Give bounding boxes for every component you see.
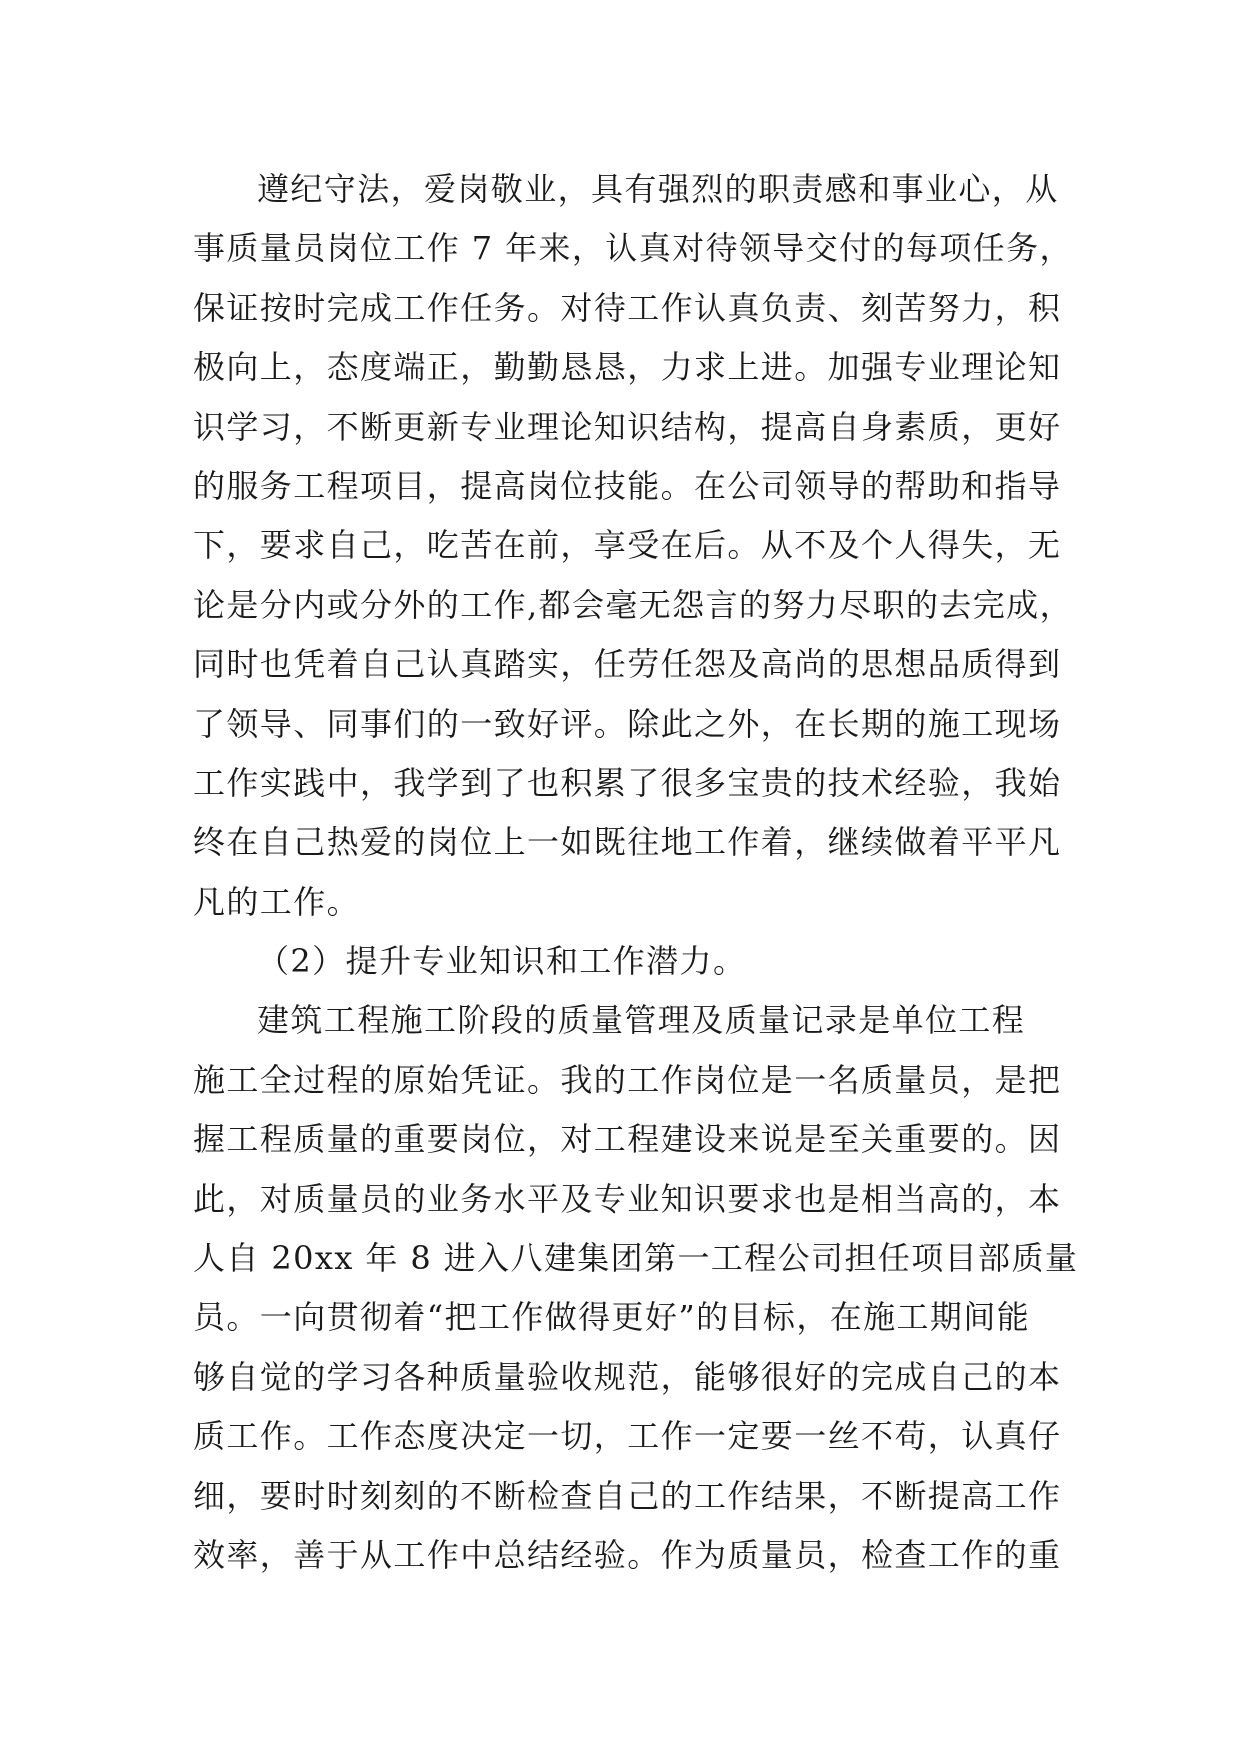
text-line: 同时也凭着自己认真踏实，任劳任怨及高尚的思想品质得到 xyxy=(193,645,1062,684)
text-line: 遵纪守法，爱岗敬业，具有强烈的职责感和事业心，从 xyxy=(257,170,1059,208)
text-line: 细，要时时刻刻的不断检查自己的工作结果，不断提高工作 xyxy=(193,1476,1062,1515)
text-line: 识学习，不断更新专业理论知识结构，提高自身素质，更好 xyxy=(193,407,1062,446)
text-line: 够自觉的学习各种质量验收规范，能够很好的完成自己的本 xyxy=(193,1357,1062,1396)
text-line: 握工程质量的重要岗位，对工程建设来说是至关重要的。因 xyxy=(193,1120,1062,1159)
text-line: 人自 20xx 年 8 进入八建集团第一工程公司担任项目部质量 xyxy=(193,1239,1079,1278)
text-line: 建筑工程施工阶段的质量管理及质量记录是单位工程 xyxy=(257,1001,1026,1040)
section-heading-professional-knowledge xyxy=(193,932,1063,991)
text-line: 了领导、同事们的一致好评。除此之外，在长期的施工现场 xyxy=(193,704,1062,743)
text-line: 的服务工程项目，提高岗位技能。在公司领导的帮助和指导 xyxy=(193,466,1062,505)
text-line: 工作实践中，我学到了也积累了很多宝贵的技术经验，我始 xyxy=(193,763,1062,802)
text-line: 效率，善于从工作中总结经验。作为质量员，检查工作的重 xyxy=(193,1535,1062,1574)
text-line: 此，对质量员的业务水平及专业知识要求也是相当高的，本 xyxy=(193,1179,1062,1218)
text-line: 施工全过程的原始凭证。我的工作岗位是一名质量员，是把 xyxy=(193,1060,1062,1099)
paragraph-quality-management xyxy=(193,991,1079,1585)
text-line: 下，要求自己，吃苦在前，享受在后。从不及个人得失，无 xyxy=(193,526,1062,565)
text-line: 终在自己热爱的岗位上一如既往地工作着，继续做着平平凡 xyxy=(193,823,1062,862)
text-line: 质工作。工作态度决定一切，工作一定要一丝不苟，认真仔 xyxy=(193,1417,1062,1456)
text-line: 极向上，态度端正，勤勤恳恳，力求上进。加强专业理论知 xyxy=(193,348,1062,387)
text-line: 员。一向贯彻着“把工作做得更好”的目标，在施工期间能 xyxy=(193,1298,1031,1337)
paragraph-work-attitude xyxy=(193,160,1073,932)
text-line: 保证按时完成工作任务。对待工作认真负责、刻苦努力，积 xyxy=(193,288,1062,327)
text-line: 论是分内或分外的工作,都会毫无怨言的努力尽职的去完成， xyxy=(193,585,1073,624)
document-body xyxy=(193,160,1079,1585)
heading-line: （2）提升专业知识和工作潜力。 xyxy=(257,942,747,981)
text-line: 凡的工作。 xyxy=(193,882,361,921)
text-line: 事质量员岗位工作 7 年来，认真对待领导交付的每项任务， xyxy=(193,229,1073,268)
